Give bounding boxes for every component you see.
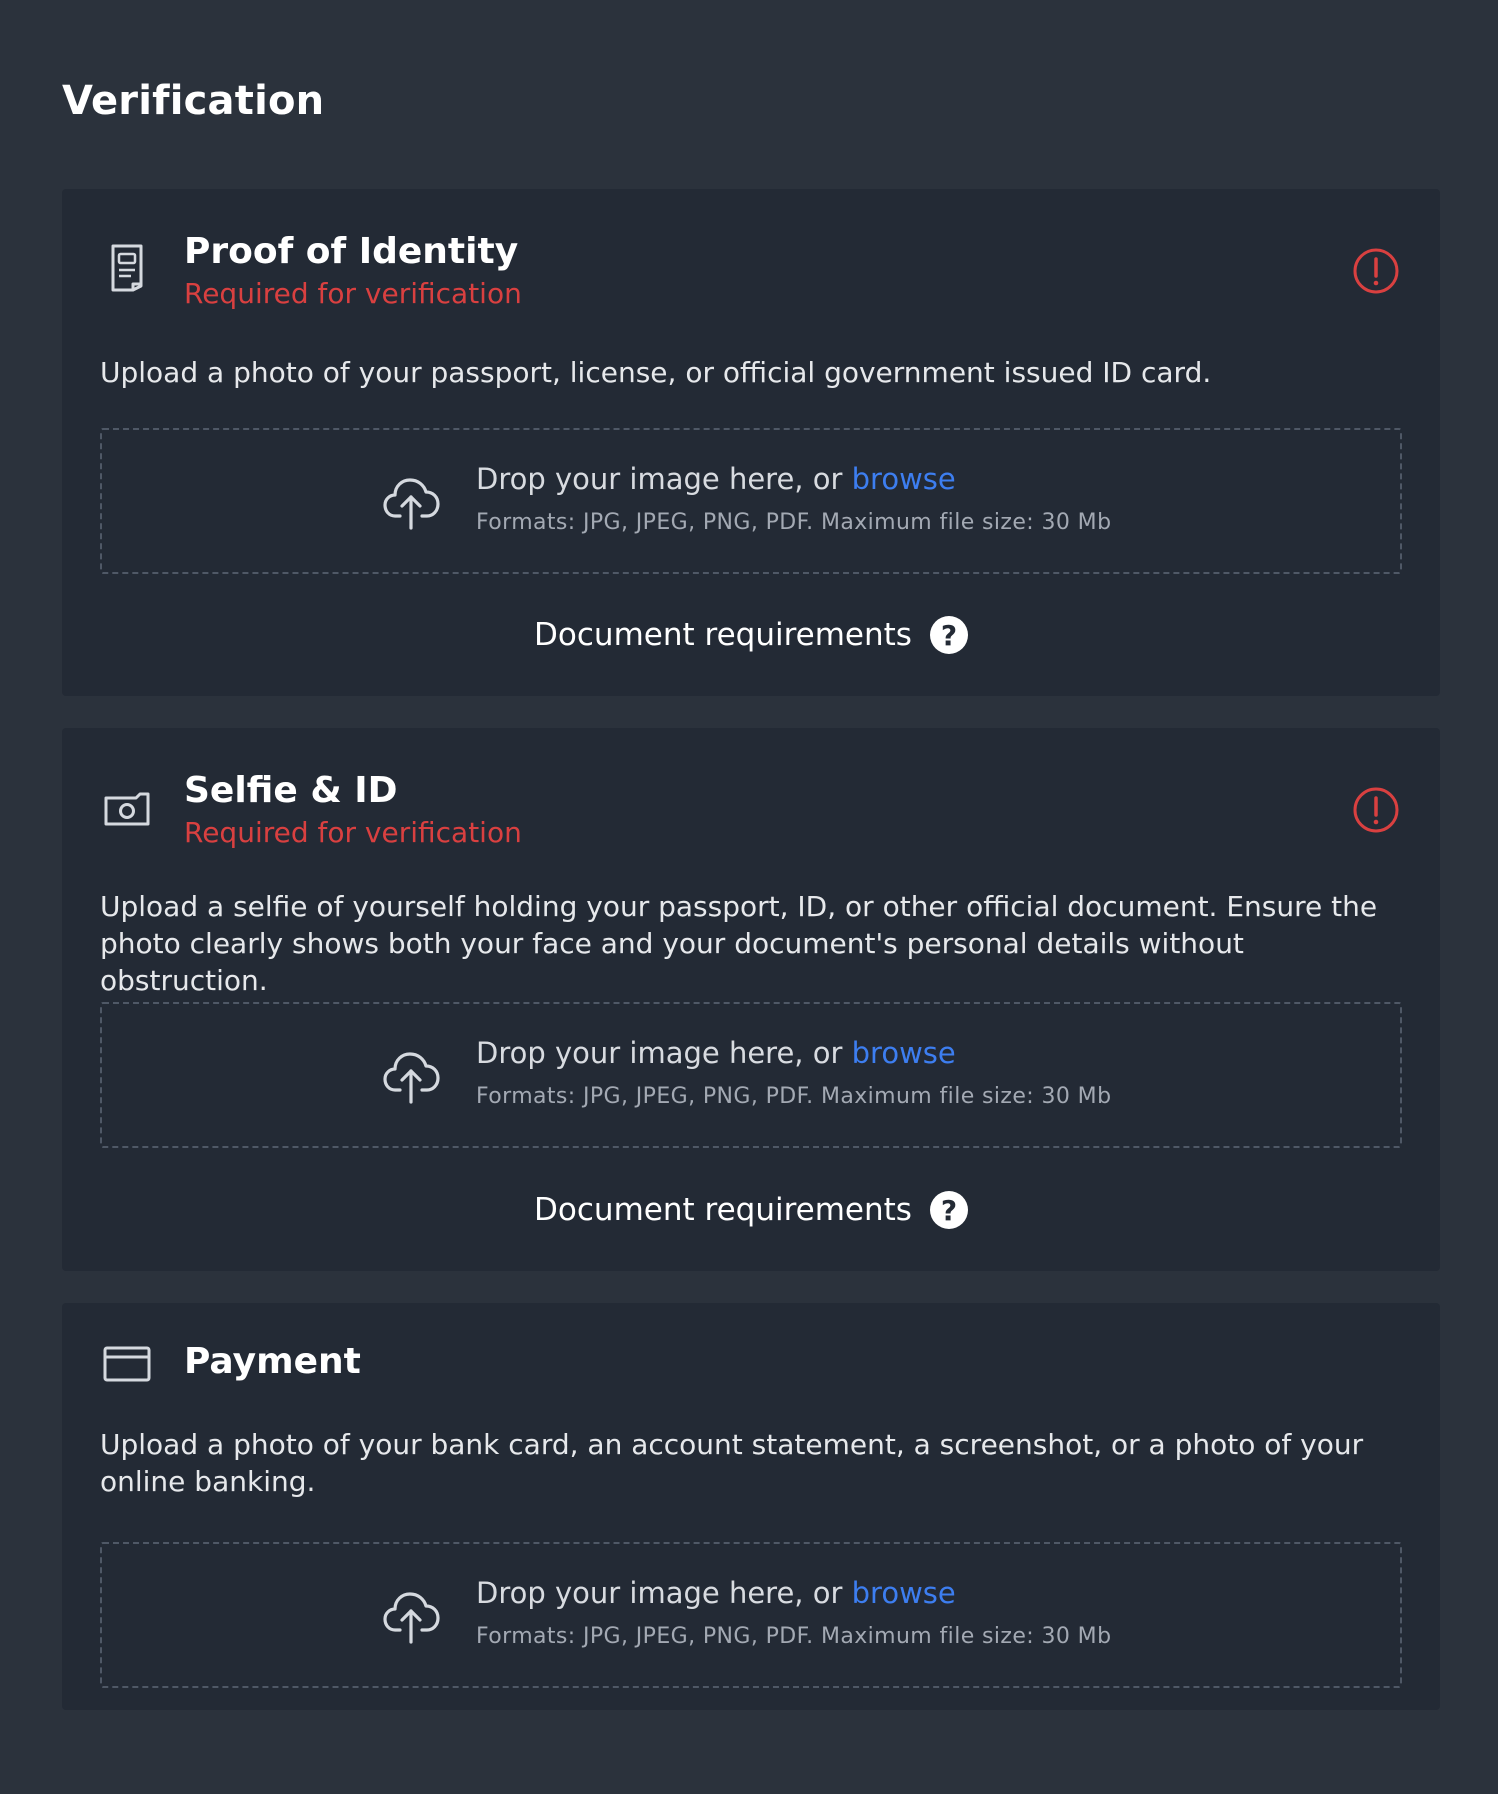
drop-instructions: Drop your image here, or browse <box>476 462 956 496</box>
requirements-label: Document requirements <box>534 617 912 653</box>
exclamation-circle-icon <box>1352 247 1400 295</box>
proof-of-identity-card <box>62 189 1440 696</box>
payment-card <box>62 1303 1440 1710</box>
cloud-upload-icon <box>380 1044 444 1108</box>
document-requirements-link[interactable] <box>62 616 1440 654</box>
drop-instructions: Drop your image here, or browse <box>476 1036 956 1070</box>
cloud-upload-icon <box>380 470 444 534</box>
id-document-icon <box>102 243 152 293</box>
document-requirements-link[interactable] <box>62 1191 1440 1229</box>
drop-instructions: Drop your image here, or browse <box>476 1576 956 1610</box>
status-required: Required for verification <box>184 277 522 310</box>
format-hint: Formats: JPG, JPEG, PNG, PDF. Maximum file size: 30 Mb <box>476 1084 1112 1109</box>
cloud-upload-icon <box>380 1584 444 1648</box>
section-title: Payment <box>184 1341 361 1382</box>
section-description: Upload a selfie of yourself holding your passport, ID, or other official document. Ensure the photo clearly shows both your face and your document's personal details without obstruction. <box>100 890 1378 997</box>
format-hint: Formats: JPG, JPEG, PNG, PDF. Maximum file size: 30 Mb <box>476 510 1112 535</box>
browse-link[interactable]: browse <box>851 1576 956 1610</box>
section-title: Selfie & ID <box>184 770 398 811</box>
requirements-label: Document requirements <box>534 1192 912 1228</box>
selfie-id-card <box>62 728 1440 1271</box>
section-title: Proof of Identity <box>184 231 519 272</box>
browse-link[interactable]: browse <box>851 1036 956 1070</box>
question-mark-icon[interactable]: ? <box>930 1191 968 1229</box>
upload-dropzone[interactable] <box>100 428 1402 574</box>
camera-icon <box>102 783 152 833</box>
upload-dropzone[interactable] <box>100 1542 1402 1688</box>
section-description: Upload a photo of your bank card, an account statement, a screenshot, or a photo of your online banking. <box>100 1428 1364 1498</box>
format-hint: Formats: JPG, JPEG, PNG, PDF. Maximum file size: 30 Mb <box>476 1624 1112 1649</box>
credit-card-icon <box>102 1339 152 1389</box>
exclamation-circle-icon <box>1352 786 1400 834</box>
section-description: Upload a photo of your passport, license, or official government issued ID card. <box>100 356 1212 389</box>
browse-link[interactable]: browse <box>851 462 956 496</box>
page-title: Verification <box>62 78 325 124</box>
upload-dropzone[interactable] <box>100 1002 1402 1148</box>
question-mark-icon[interactable]: ? <box>930 616 968 654</box>
status-required: Required for verification <box>184 816 522 849</box>
